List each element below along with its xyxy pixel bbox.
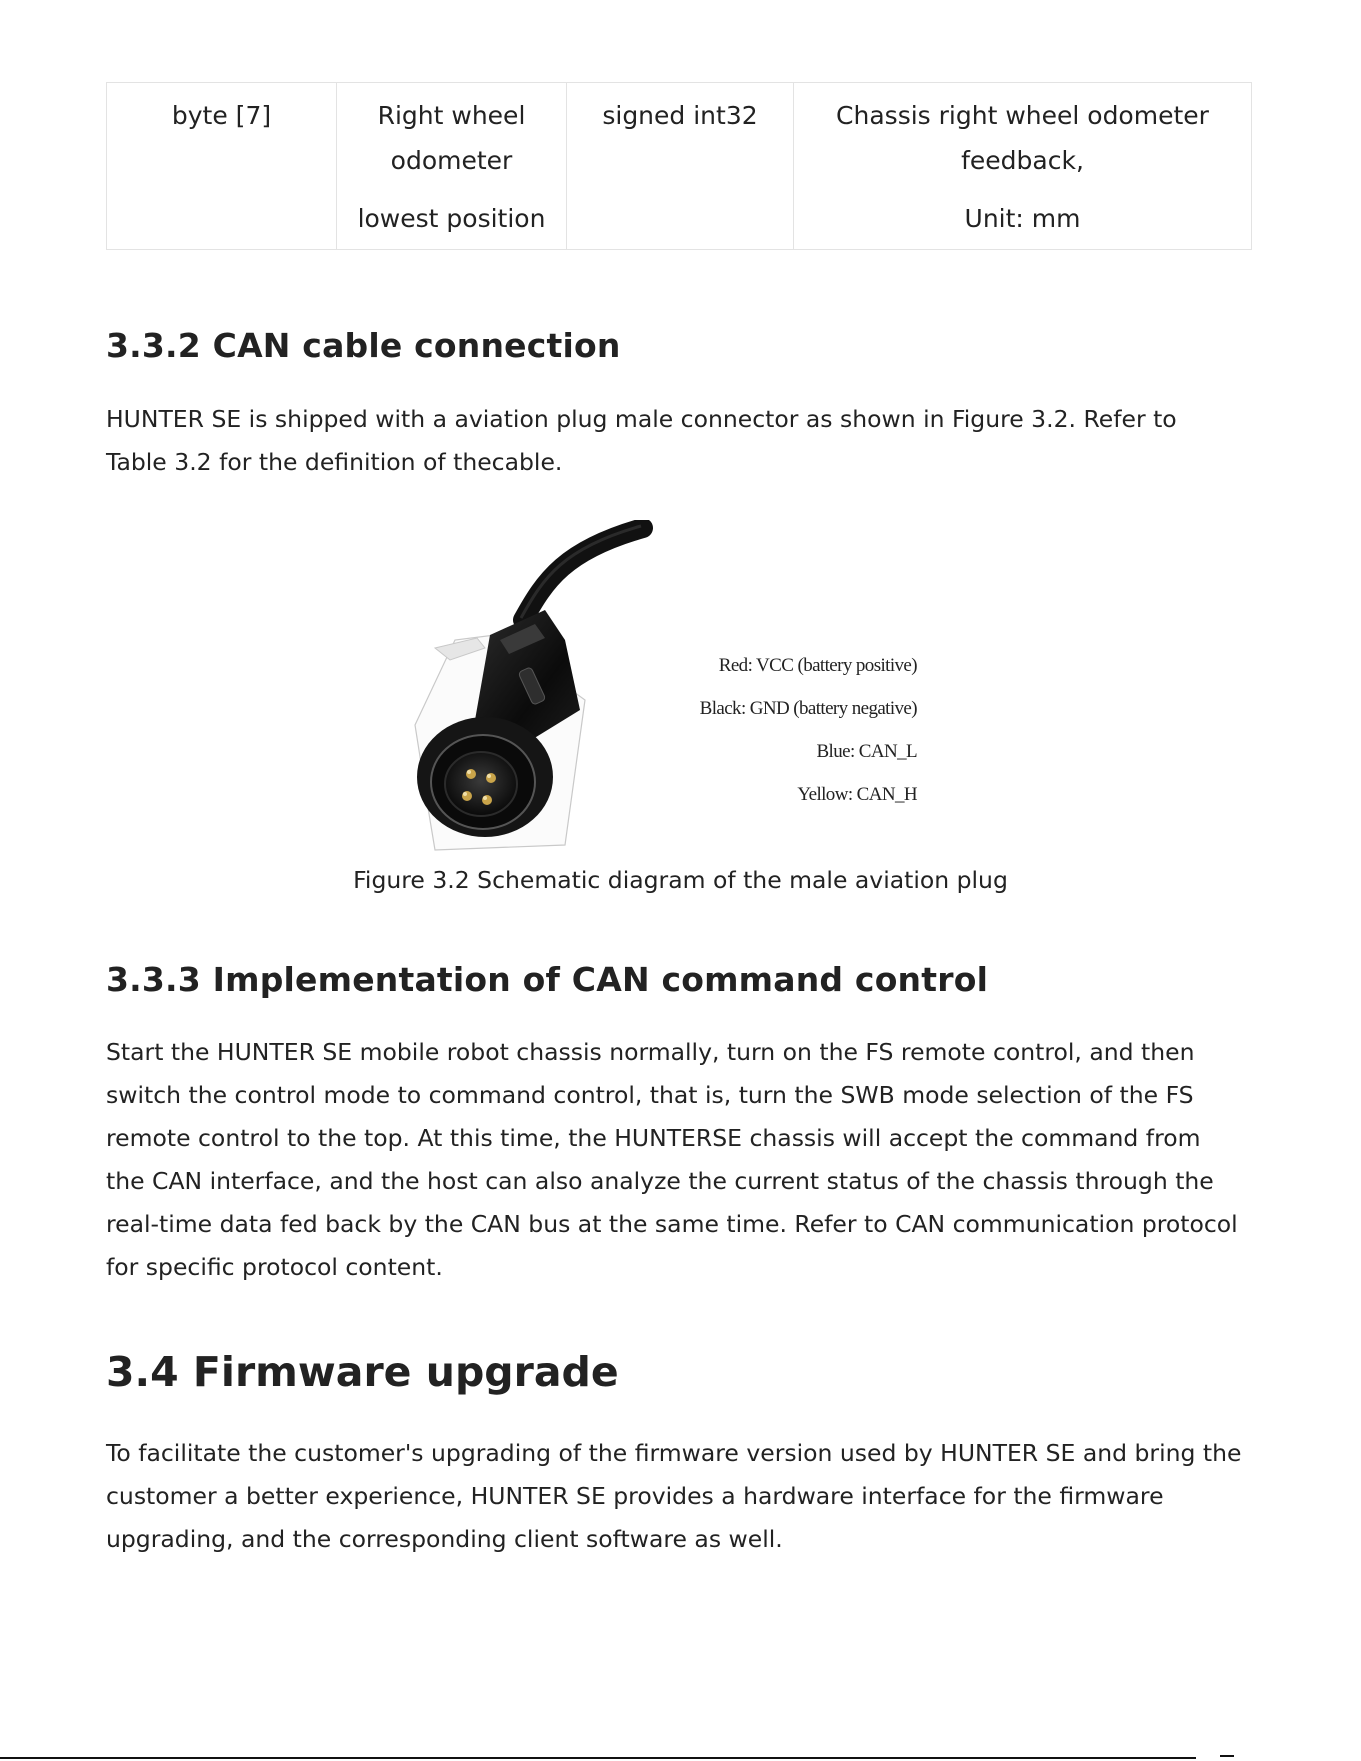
description-cell xyxy=(794,83,1252,250)
section-34-paragraph xyxy=(106,1432,1256,1561)
section-heading-333: 3.3.3 Implementation of CAN command control xyxy=(106,960,989,999)
byte-index: byte [7] xyxy=(171,101,272,130)
section-332-paragraph xyxy=(106,398,1256,484)
byte-cell xyxy=(107,83,337,250)
section-heading-332: 3.3.2 CAN cable connection xyxy=(106,326,621,365)
field-name-line: Right wheel xyxy=(377,101,526,130)
description-line: Unit: mm xyxy=(964,204,1081,233)
paragraph-line: Table 3.2 for the definition of thecable. xyxy=(106,448,563,476)
wire-color-legend xyxy=(660,652,917,824)
paragraph-line: remote control to the top. At this time, the HUNTERSE chassis will accept the command from xyxy=(106,1124,1201,1152)
paragraph-line: the CAN interface, and the host can also analyze the current status of the chassis through the xyxy=(106,1167,1214,1195)
wire-label-blue: Blue: CAN_L xyxy=(816,741,917,762)
footer-page-marker xyxy=(1220,1755,1234,1757)
paragraph-line: switch the control mode to command control, that is, turn the SWB mode selection of the FS xyxy=(106,1081,1194,1109)
data-type: signed int32 xyxy=(602,101,758,130)
data-type-cell xyxy=(567,83,794,250)
wire-label-black: Black: GND (battery negative) xyxy=(699,698,917,719)
field-name-cell xyxy=(337,83,567,250)
section-333-paragraph xyxy=(106,1031,1256,1289)
footer-divider xyxy=(0,1757,1196,1759)
can-frame-table xyxy=(106,82,1252,250)
paragraph-line: Start the HUNTER SE mobile robot chassis normally, turn on the FS remote control, and then xyxy=(106,1038,1195,1066)
paragraph-line: HUNTER SE is shipped with a aviation plug male connector as shown in Figure 3.2. Refer to xyxy=(106,405,1177,433)
paragraph-line: customer a better experience, HUNTER SE provides a hardware interface for the firmware xyxy=(106,1482,1164,1510)
paragraph-line: real-time data fed back by the CAN bus at the same time. Refer to CAN communication protocol xyxy=(106,1210,1238,1238)
paragraph-line: To facilitate the customer's upgrading of the firmware version used by HUNTER SE and bring the xyxy=(106,1439,1242,1467)
paragraph-line: for specific protocol content. xyxy=(106,1253,443,1281)
figure-caption: Figure 3.2 Schematic diagram of the male aviation plug xyxy=(353,866,1008,894)
section-heading-34: 3.4 Firmware upgrade xyxy=(106,1348,619,1396)
table-row xyxy=(107,83,1252,250)
paragraph-line: upgrading, and the corresponding client software as well. xyxy=(106,1525,783,1553)
wire-label-red: Red: VCC (battery positive) xyxy=(718,655,917,676)
wire-label-yellow: Yellow: CAN_H xyxy=(797,784,917,805)
field-name-line: odometer xyxy=(390,146,513,175)
description-line: Chassis right wheel odometer xyxy=(836,101,1209,130)
description-line: feedback, xyxy=(961,146,1084,175)
field-name-line: lowest position xyxy=(357,204,546,233)
